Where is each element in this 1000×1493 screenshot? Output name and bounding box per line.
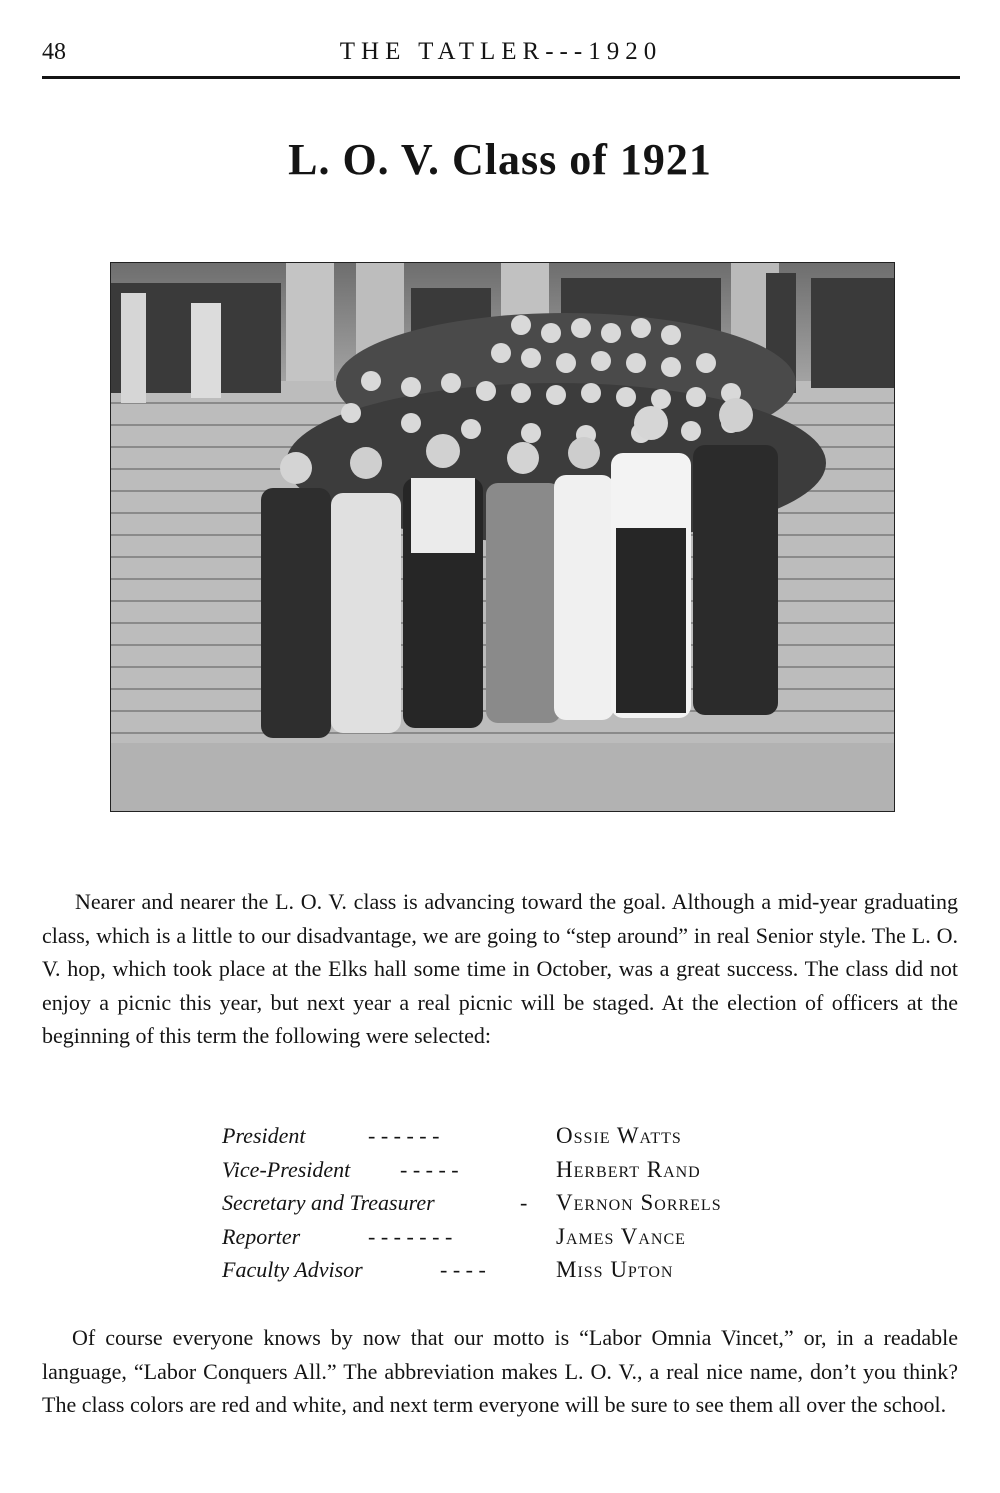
class-group — [261, 313, 826, 738]
officer-role: Reporter — [222, 1223, 301, 1249]
group-photograph-icon — [111, 263, 894, 811]
page-title: L. O. V. Class of 1921 — [288, 135, 712, 184]
officer-name: Miss Upton — [556, 1257, 674, 1283]
officer-leader: - - - - - - - — [368, 1223, 453, 1249]
header-rule — [42, 76, 960, 79]
officer-row — [222, 1119, 822, 1153]
running-header — [42, 36, 960, 72]
group-photograph — [110, 262, 895, 812]
officer-name: Herbert Rand — [556, 1156, 701, 1182]
officer-role: Vice-President — [222, 1156, 351, 1182]
officer-role: President — [222, 1123, 306, 1148]
officer-row — [222, 1220, 822, 1254]
officer-leader: - - - - — [440, 1257, 486, 1283]
officer-role: Faculty Advisor — [222, 1257, 363, 1283]
officer-leader: - - - - - — [400, 1156, 459, 1182]
officer-name: Ossie Watts — [556, 1123, 682, 1148]
officer-role: Secretary and Treasurer — [222, 1190, 435, 1216]
officer-name: James Vance — [556, 1223, 686, 1249]
officer-row — [222, 1186, 822, 1220]
body-paragraph-2: Of course everyone knows by now that our motto is “Labor Omnia Vincet,” or, in a readable language, “Labor Conquers All.” The abbreviation makes L. O. V., a real nice name, don’t you think? The class colors are red and white, and next term everyone will be sure to see them all over the school. — [42, 1325, 958, 1417]
officer-row — [222, 1153, 822, 1187]
steps-foreground — [111, 743, 894, 811]
officers-list — [222, 1119, 822, 1287]
body-paragraph-1: Nearer and nearer the L. O. V. class is advancing toward the goal. Although a mid-year graduating class, which is a little to our disadvantage, we are going to “step around” in real Senior style. The L. O. V. hop, which took place at the Elks hall some time in October, was a great success. The class did not enjoy a picnic this year, but next year a real picnic will be staged. At the election of officers at the beginning of this term the following were selected: — [42, 889, 958, 1048]
running-title: THE TATLER---1920 — [339, 38, 663, 65]
officer-name: Vernon Sorrels — [556, 1190, 722, 1216]
officer-row — [222, 1253, 822, 1287]
officer-leader: - - - - - - — [368, 1123, 440, 1148]
officer-leader: - — [520, 1190, 528, 1216]
page-number: 48 — [42, 39, 66, 65]
